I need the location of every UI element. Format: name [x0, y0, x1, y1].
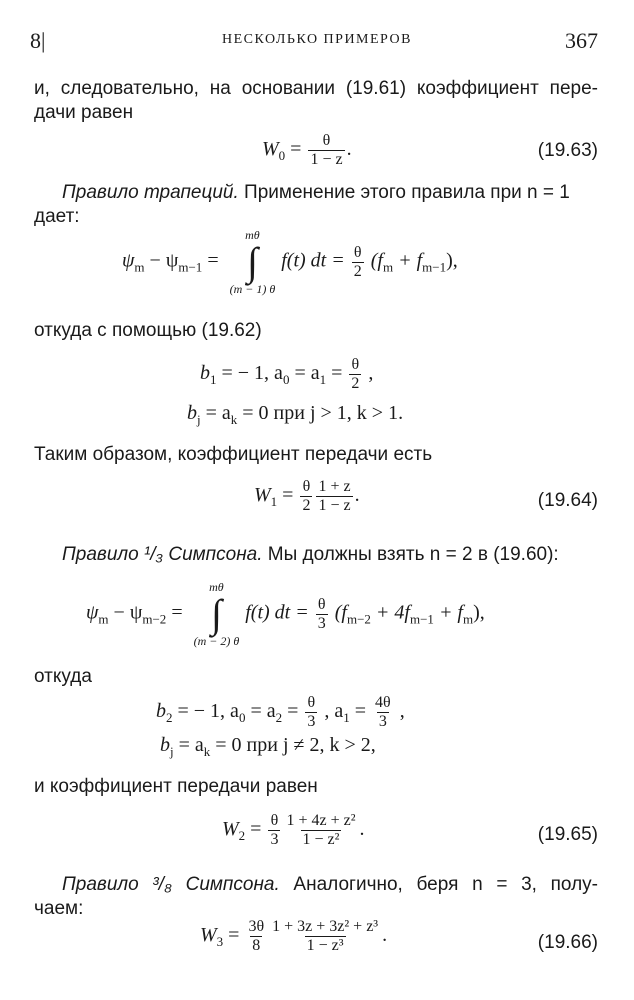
eq-operator: − ψ: [108, 601, 143, 624]
fraction-numerator: θ: [270, 812, 279, 829]
fraction: [316, 478, 352, 515]
paragraph-line: дачи равен: [34, 102, 134, 123]
fraction-numerator: 3θ: [248, 918, 265, 935]
integral: [230, 228, 276, 296]
eq-symbol: b: [156, 700, 166, 723]
paragraph-line: и, следовательно, на основании (19.61) коэффициент пере-: [34, 78, 598, 99]
eq-subscript: 2: [275, 710, 283, 726]
fraction-denominator: 2: [302, 497, 311, 514]
fraction-numerator: 1 + 4z + z²: [286, 812, 356, 829]
section-number: 8|: [30, 28, 46, 53]
eq-subscript: 3: [216, 934, 224, 950]
equation-conditions-2: [156, 694, 405, 731]
eq-subscript: 2: [238, 828, 246, 844]
rule-title: Правило трапеций.: [62, 182, 239, 203]
paragraph-line: [62, 872, 598, 898]
integral-sign: ∫: [210, 591, 222, 636]
eq-subscript: 2: [166, 710, 173, 726]
eq-subscript: m: [382, 259, 394, 275]
eq-operator: =: [202, 249, 224, 272]
fraction: [316, 596, 328, 633]
eq-punct: ,: [363, 362, 374, 385]
equation-conditions-1b: [187, 402, 403, 428]
fraction-denominator: 1 − z²: [302, 831, 340, 848]
integral-lower-limit: (m − 1) θ: [229, 282, 276, 296]
rule-text: Аналогично, беря n = 3, полу-: [279, 874, 598, 895]
equation-number: (19.65): [537, 824, 598, 845]
eq-subscript: 0: [278, 148, 286, 164]
fraction: [349, 356, 361, 393]
fraction: [308, 132, 344, 169]
eq-subscript: j: [197, 412, 201, 427]
eq-term: (f: [365, 249, 383, 272]
equation-simpson-13: [86, 580, 485, 648]
eq-subscript: j: [170, 744, 174, 759]
eq-symbol: W: [200, 924, 217, 947]
eq-punct: .: [354, 484, 360, 507]
eq-symbol: b: [160, 734, 170, 756]
integral-upper-limit: mθ: [209, 580, 224, 594]
eq-term: = 0 при j > 1, k > 1.: [237, 402, 404, 424]
eq-subscript: 1: [270, 494, 278, 510]
fraction-denominator: 1 − z³: [306, 937, 344, 954]
eq-term: = − 1, a: [216, 362, 283, 385]
eq-symbol: ψ: [122, 249, 135, 272]
eq-subscript: m−2: [346, 611, 371, 627]
rule-title: Правило ¹/₃ Симпсона.: [62, 544, 263, 565]
eq-term: = a: [245, 700, 276, 723]
fraction: [268, 812, 280, 849]
equation-19-64: [254, 478, 360, 515]
eq-punct: ),: [473, 601, 485, 624]
eq-subscript: m: [134, 259, 145, 275]
fraction: [373, 694, 393, 731]
rule-title: Правило ³/₈ Симпсона.: [62, 874, 280, 895]
eq-operator: =: [277, 484, 299, 507]
eq-term: f(t) dt =: [281, 249, 350, 272]
eq-subscript: m−1: [422, 259, 447, 275]
eq-term: = 0 при j ≠ 2, k > 2,: [210, 734, 376, 756]
fraction: [305, 694, 317, 731]
eq-term: + f: [433, 601, 463, 624]
eq-operator: =: [326, 362, 348, 385]
eq-symbol: ψ: [86, 601, 99, 624]
eq-operator: =: [349, 700, 372, 723]
eq-subscript: 1: [210, 372, 217, 388]
eq-subscript: 1: [319, 372, 327, 388]
fraction: [300, 478, 312, 515]
eq-term: + 4f: [370, 601, 410, 624]
fraction-denominator: 8: [252, 937, 261, 954]
eq-operator: =: [223, 924, 245, 947]
paragraph-line: [62, 542, 559, 568]
eq-term: = a: [200, 402, 231, 424]
fraction-numerator: θ: [353, 243, 362, 261]
eq-subscript: m−1: [178, 259, 203, 275]
fraction-numerator: 4θ: [375, 694, 391, 711]
equation-conditions-2b: [160, 734, 376, 760]
equation-19-65: [222, 812, 365, 849]
eq-operator: =: [285, 138, 307, 161]
fraction-numerator: θ: [307, 694, 316, 711]
eq-term: f(t) dt =: [245, 601, 314, 624]
integral-sign: ∫: [246, 239, 258, 284]
eq-operator: =: [282, 700, 304, 723]
eq-operator: =: [245, 818, 267, 841]
integral-lower-limit: (m − 2) θ: [193, 634, 240, 648]
equation-number: (19.64): [537, 490, 598, 511]
rule-text: Мы должны взять n = 2 в (19.60):: [262, 544, 559, 565]
eq-subscript: m: [463, 611, 474, 627]
eq-subscript: m−2: [142, 611, 167, 627]
eq-subscript: m: [98, 611, 109, 627]
page-number: 367: [565, 28, 598, 53]
eq-subscript: k: [203, 744, 211, 759]
integral: [194, 580, 240, 648]
fraction: [284, 812, 357, 849]
paragraph-line: откуда с помощью (19.62): [34, 320, 262, 341]
fraction: [246, 918, 266, 955]
fraction-numerator: 1 + 3z + 3z² + z³: [272, 918, 379, 935]
eq-symbol: W: [262, 138, 279, 161]
eq-operator: =: [166, 601, 188, 624]
fraction-denominator: 1 − z: [318, 497, 351, 514]
rule-text: Применение этого правила при n = 1: [238, 182, 570, 203]
fraction-denominator: 1 − z: [310, 151, 343, 168]
eq-operator: − ψ: [144, 249, 179, 272]
eq-term: (f: [329, 601, 347, 624]
eq-punct: ),: [446, 249, 458, 272]
eq-symbol: W: [222, 818, 239, 841]
paragraph-line: и коэффициент передачи равен: [34, 776, 318, 797]
running-title: НЕСКОЛЬКО ПРИМЕРОВ: [222, 32, 412, 47]
eq-term: = − 1, a: [172, 700, 239, 723]
fraction-numerator: θ: [351, 356, 360, 373]
eq-subscript: 1: [343, 710, 350, 726]
eq-subscript: 0: [282, 372, 290, 388]
equation-number: (19.63): [537, 140, 598, 161]
eq-subscript: k: [230, 412, 238, 427]
eq-symbol: W: [254, 484, 271, 507]
fraction-denominator: 3: [378, 713, 387, 730]
equation-19-63: [262, 132, 352, 169]
eq-symbol: b: [187, 402, 197, 424]
fraction: [352, 244, 364, 281]
eq-punct: .: [346, 138, 352, 161]
fraction-numerator: 1 + z: [318, 478, 351, 495]
eq-symbol: b: [200, 362, 210, 385]
fraction-numerator: θ: [302, 478, 311, 495]
paragraph-line: Таким образом, коэффициент передачи есть: [34, 444, 433, 465]
fraction-numerator: θ: [322, 132, 331, 149]
eq-term: , a: [319, 700, 344, 723]
eq-term: = a: [173, 734, 204, 756]
eq-punct: .: [382, 924, 388, 947]
paragraph-line: чаем:: [34, 898, 84, 919]
paragraph-line: откуда: [34, 666, 92, 687]
fraction-denominator: 2: [353, 262, 362, 280]
eq-subscript: m−1: [409, 611, 434, 627]
eq-term: = a: [289, 362, 320, 385]
eq-punct: ,: [394, 700, 405, 723]
fraction-denominator: 2: [351, 375, 360, 392]
fraction-denominator: 3: [317, 614, 326, 632]
fraction-denominator: 3: [270, 831, 279, 848]
fraction-numerator: θ: [317, 595, 326, 613]
eq-punct: .: [359, 818, 365, 841]
integral-upper-limit: mθ: [245, 228, 260, 242]
equation-trapezoid: [122, 228, 458, 296]
paragraph-line: дает:: [34, 206, 80, 227]
fraction-denominator: 3: [307, 713, 316, 730]
fraction: [270, 918, 380, 955]
equation-19-66: [200, 918, 387, 955]
equation-conditions-1: [200, 356, 373, 393]
eq-subscript: 0: [238, 710, 246, 726]
equation-number: (19.66): [537, 932, 598, 953]
eq-term: + f: [393, 249, 423, 272]
paragraph-line: [62, 180, 598, 206]
